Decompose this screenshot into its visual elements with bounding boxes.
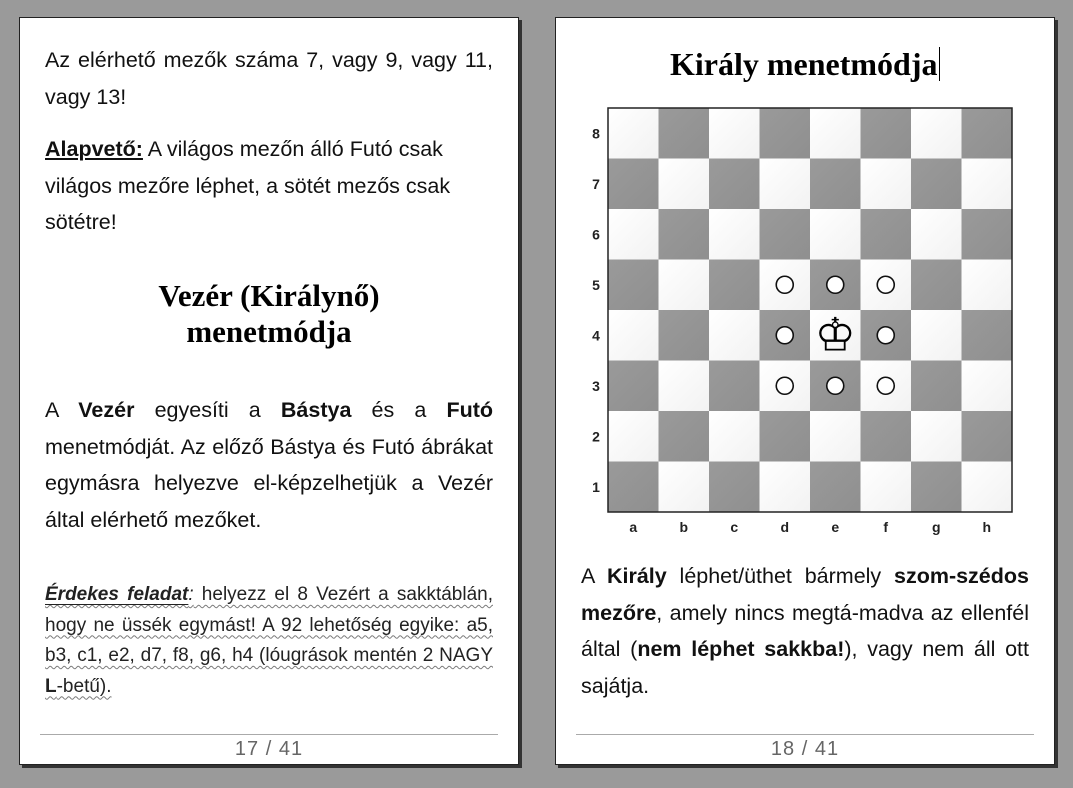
square-h8 (962, 108, 1013, 159)
rank-label-1: 1 (592, 478, 600, 495)
square-h6 (962, 209, 1013, 260)
square-c6 (709, 209, 760, 260)
file-label-b: b (679, 519, 689, 535)
square-g3 (911, 361, 962, 412)
square-f6 (861, 209, 912, 260)
reachable-marker-d5 (776, 276, 793, 293)
queen-heading-line1: Vezér (Királynő) (158, 278, 380, 313)
task-bold-l: L (45, 675, 57, 697)
footer-divider (40, 734, 498, 735)
k-text-2: léphet/üthet bármely (666, 564, 894, 588)
file-label-a: a (629, 519, 638, 535)
rank-label-8: 8 (592, 125, 600, 142)
square-g8 (911, 108, 962, 159)
square-b5 (659, 260, 710, 311)
square-h3 (962, 361, 1013, 412)
square-b6 (659, 209, 710, 260)
page-17 (19, 17, 519, 765)
square-d1 (760, 462, 811, 513)
square-a2 (608, 411, 659, 462)
square-a1 (608, 462, 659, 513)
square-c8 (709, 108, 760, 159)
square-a4 (608, 310, 659, 361)
square-b1 (659, 462, 710, 513)
square-e6 (810, 209, 861, 260)
square-d2 (760, 411, 811, 462)
rank-label-7: 7 (592, 175, 600, 192)
square-a6 (608, 209, 659, 260)
square-c4 (709, 310, 760, 361)
square-b3 (659, 361, 710, 412)
king-heading[interactable] (556, 44, 1054, 84)
rank-label-4: 4 (592, 327, 600, 344)
k-bold-adjacent: szom-szédos mezőre (581, 564, 1029, 625)
basic-rule-label: Alapvető: (45, 137, 143, 161)
basic-rule-paragraph (45, 131, 493, 241)
k-bold-no-check: nem léphet sakkba! (637, 637, 845, 661)
k-text-3: , amely nincs megtá-madva az ellenfél által ( (581, 600, 1029, 661)
q-text-4: menetmódját. Az előző Bástya és Futó ábrákat egymásra helyezve el-képzelhetjük a Vezér által elérhető mezőket. (45, 434, 493, 532)
square-h5 (962, 260, 1013, 311)
chessboard-svg (586, 104, 1026, 544)
square-f8 (861, 108, 912, 159)
reachable-marker-e5 (827, 276, 844, 293)
square-g2 (911, 411, 962, 462)
reachable-marker-f5 (877, 276, 894, 293)
k-text-1: A (581, 564, 607, 588)
queen-heading-line2: menetmódja (186, 314, 352, 349)
rank-label-2: 2 (592, 428, 600, 445)
square-d8 (760, 108, 811, 159)
file-label-d: d (780, 519, 790, 535)
reachable-marker-f4 (877, 327, 894, 344)
k-text-4: ), vagy nem áll ott sajátja. (581, 637, 1030, 698)
reachable-marker-d4 (776, 327, 793, 344)
square-a5 (608, 260, 659, 311)
page-18 (555, 17, 1055, 765)
square-h1 (962, 462, 1013, 513)
square-a3 (608, 361, 659, 412)
square-g6 (911, 209, 962, 260)
square-f1 (861, 462, 912, 513)
page-number: 18 / 41 (770, 738, 840, 760)
square-c7 (709, 159, 760, 210)
page-number: 17 / 41 (234, 738, 304, 760)
footer-divider (576, 734, 1034, 735)
chessboard-diagram (586, 104, 1026, 544)
square-d6 (760, 209, 811, 260)
q-text-2: egyesíti a (134, 398, 281, 422)
reachable-marker-d3 (776, 377, 793, 394)
queen-description (45, 392, 493, 538)
file-label-e: e (831, 519, 840, 535)
square-g1 (911, 462, 962, 513)
rank-label-3: 3 (592, 377, 600, 394)
square-h7 (962, 159, 1013, 210)
task-text-1: helyezz el 8 Vezért a sakktáblán, hogy ne üssék egymást! A 92 lehetőség egyike: a5, b3, c1, e2, d7, f8, g6, h4 (lóugrások mentén 2 NAGY (45, 584, 493, 666)
q-bold-bishop: Futó (446, 398, 493, 422)
file-label-f: f (883, 519, 889, 535)
square-h4 (962, 310, 1013, 361)
square-a8 (608, 108, 659, 159)
square-e1 (810, 462, 861, 513)
square-e8 (810, 108, 861, 159)
square-b2 (659, 411, 710, 462)
text-cursor (939, 47, 941, 81)
q-text-1: A (45, 398, 79, 422)
q-bold-queen: Vezér (78, 398, 135, 422)
square-e2 (810, 411, 861, 462)
eight-queens-task (45, 580, 493, 702)
task-text-2: -betű). (56, 675, 112, 697)
square-d7 (760, 159, 811, 210)
file-label-c: c (730, 519, 739, 535)
q-text-3: és a (351, 398, 447, 422)
file-label-g: g (931, 519, 941, 535)
basic-rule-text: A világos mezőn álló Futó csak világos mezőre léphet, a sötét mezős csak sötétre! (45, 137, 451, 234)
square-e7 (810, 159, 861, 210)
file-label-h: h (982, 519, 992, 535)
square-f2 (861, 411, 912, 462)
square-b7 (659, 159, 710, 210)
square-c1 (709, 462, 760, 513)
square-g4 (911, 310, 962, 361)
square-g5 (911, 260, 962, 311)
square-g7 (911, 159, 962, 210)
square-c3 (709, 361, 760, 412)
reachable-marker-e3 (827, 377, 844, 394)
square-h2 (962, 411, 1013, 462)
square-b4 (659, 310, 710, 361)
reachable-count-paragraph: Az elérhető mezők száma 7, vagy 9, vagy 11, vagy 13! (45, 48, 493, 109)
square-b8 (659, 108, 710, 159)
rank-label-6: 6 (592, 226, 600, 243)
rank-label-5: 5 (592, 276, 600, 293)
square-a7 (608, 159, 659, 210)
q-bold-rook: Bástya (280, 398, 352, 422)
queen-heading (20, 278, 518, 350)
square-f7 (861, 159, 912, 210)
king-icon: ♔ (814, 307, 856, 362)
task-colon: : (188, 584, 194, 605)
king-heading-text: Király menetmódja (670, 46, 938, 82)
square-c2 (709, 411, 760, 462)
k-bold-king: Király (606, 564, 667, 588)
task-label: Érdekes feladat (45, 584, 189, 605)
square-c5 (709, 260, 760, 311)
reachable-marker-f3 (877, 377, 894, 394)
king-description (581, 558, 1029, 704)
